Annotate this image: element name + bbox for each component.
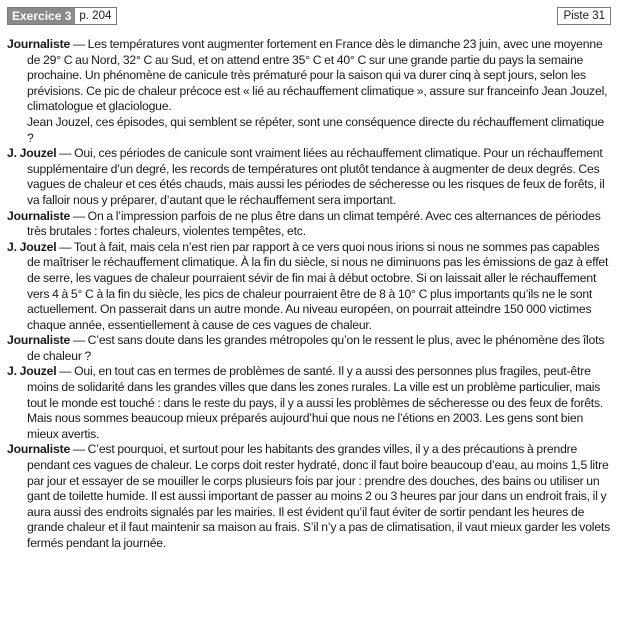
dialogue-text: Oui, en tout cas en termes de problèmes de santé. Il y a aussi des personnes plus fragiles, peut-être moins de solidarité dans les grandes villes que dans les zones rurales. La ville est un problème particulier, mais tout le monde est touché : dans le reste du pays, il y a aussi les problèmes de sécheresse ou des feux de forêts. Mais nous sommes beaucoup mieux préparés aujourd’hui que nous ne l’étions en 2003. Les gens sont bien mieux avertis. (27, 364, 604, 441)
page-reference: p. 204 (79, 10, 112, 22)
dialogue-turn: Journaliste — On a l’impression parfois de ne plus être dans un climat tempéré. Avec ces alternances de périodes très brutales : fortes chaleurs, violentes tempêtes, etc. (7, 208, 601, 239)
dialogue-turn: Journaliste — Les températures vont augmenter fortement en France dès le dimanche 23 juin, avec une moyenne de 29° C au Nord, 32° C au Sud, et on attend entre 35° C et 40° C sur une grande partie du pays la semaine prochaine. Un phénomène de canicule très prématuré pour la saison qui va durer cinq à sept jours, selon les prévisions. Ce pic de chaleur précoce est « lié au réchauffement climatique », assure sur franceinfo Jean Jouzel, climatologue et glaciologue. (7, 37, 608, 114)
dialogue-turn: Journaliste — C’est sans doute dans les grandes métropoles qu’on le ressent le plus, avec le phénomène des îlots de chaleur ? (7, 333, 605, 363)
transcript (7, 37, 611, 552)
speaker-name: Journaliste (7, 442, 71, 457)
speaker-name: J. Jouzel (7, 239, 57, 254)
dialogue-turn: J. Jouzel — Tout à fait, mais cela n’est rien par rapport à ce vers quoi nous irions si nous ne sommes pas capables de maîtriser le réchauffement climatique. À la fin du siècle, si nous ne diminuons pas les émissions de gaz à effet de serre, les vagues de chaleur pourraient sévir de fin mai à début octobre. Si on laissait aller le réchauffement vers 4 à 5° C à la fin du siècle, les pics de chaleur pourraient être de 8 à 10° C plus importants qu’ils ne le sont actuellement. On passerait dans un autre monde. Au niveau européen, on pourrait atteindre 150 000 victimes chaque année, essentiellement à cause de ces vagues de chaleur. (7, 239, 609, 332)
speaker-name: Journaliste (7, 333, 71, 348)
dialogue-text: Oui, ces périodes de canicule sont vraiment liées au réchauffement climatique. Pour un réchauffement supplémentaire d’un degré, les records de températures ont plutôt tendance à augmenter de deux degrés. Ces vagues de chaleur et ces étés chauds, mais aussi les périodes de sécheresse ou les risques de feux de forêts, il va falloir nous y préparer, d’autant que le réchauffement sera important. (27, 146, 605, 207)
exercise-header (7, 7, 611, 25)
exercise-label: Exercice 3 (8, 8, 75, 24)
dialogue-continuation: Jean Jouzel, ces épisodes, qui semblent se répéter, sont une conséquence directe du réchauffement climatique ? (27, 114, 605, 145)
speaker-name: J. Jouzel (7, 146, 57, 161)
dialogue-text: On a l’impression parfois de ne plus être dans un climat tempéré. Avec ces alternances de périodes très brutales : fortes chaleurs, violentes tempêtes, etc. (27, 208, 601, 239)
dialogue-text: C’est sans doute dans les grandes métropoles qu’on le ressent le plus, avec le phénomène des îlots de chaleur ? (27, 333, 605, 363)
dialogue-text: Tout à fait, mais cela n’est rien par rapport à ce vers quoi nous irions si nous ne sommes pas capables de maîtriser le réchauffement climatique. À la fin du siècle, si nous ne diminuons pas les émissions de gaz à effet de serre, les vagues de chaleur pourraient sévir de fin mai à début octobre. Si on laissait aller le réchauffement vers 4 à 5° C à la fin du siècle, les pics de chaleur pourraient être de 8 à 10° C plus importants qu’ils ne le sont actuellement. On passerait dans un autre monde. Au niveau européen, on pourrait atteindre 150 000 victimes chaque année, essentiellement à cause de ces vagues de chaleur. (27, 239, 609, 332)
track-number: Piste 31 (557, 7, 611, 25)
dialogue-turn: Journaliste — C’est pourquoi, et surtout pour les habitants des grandes villes, il y a des précautions à prendre pendant ces vagues de chaleur. Le corps doit rester hydraté, donc il faut boire beaucoup d’eau, au moins 1,5 litre par jour et essayer de se mouiller le corps plusieurs fois par jour : prendre des douches, des bains ou utiliser un gant de toilette humide. Il est aussi important de passer au moins 2 ou 3 heures par jour dans un endroit frais, il y aura aussi des endroits signalés par les mairies. Il est évident qu’il faut éviter de sortir pendant les heures de grande chaleur et il faut maintenir sa maison au frais. S’il n’y a pas de climatisation, il vaut mieux garder les volets fermés pendant la journée. (7, 442, 611, 550)
dialogue-text: C’est pourquoi, et surtout pour les habitants des grandes villes, il y a des précautions à prendre pendant ces vagues de chaleur. Le corps doit rester hydraté, donc il faut boire beaucoup d’eau, au moins 1,5 litre par jour et essayer de se mouiller le corps plusieurs fois par jour : prendre des douches, des bains ou utiliser un gant de toilette humide. Il est aussi important de passer au moins 2 ou 3 heures par jour dans un endroit frais, il y aura aussi des endroits signalés par les mairies. Il est évident qu’il faut éviter de sortir pendant les heures de grande chaleur et il faut maintenir sa maison au frais. S’il n’y a pas de climatisation, il vaut mieux garder les volets fermés pendant la journée. (27, 442, 611, 550)
speaker-name: Journaliste (7, 208, 71, 223)
dialogue-turn: J. Jouzel — Oui, en tout cas en termes de problèmes de santé. Il y a aussi des personnes plus fragiles, peut-être moins de solidarité dans les grandes villes que dans les zones rurales. La ville est un problème particulier, mais tout le monde est touché : dans le reste du pays, il y a aussi les problèmes de sécheresse ou des feux de forêts. Mais nous sommes beaucoup mieux préparés aujourd’hui que nous ne l’étions en 2003. Les gens sont bien mieux avertis. (7, 364, 604, 441)
dialogue-text: Les températures vont augmenter fortement en France dès le dimanche 23 juin, avec une moyenne de 29° C au Nord, 32° C au Sud, et on attend entre 35° C et 40° C sur une grande partie du pays la semaine prochaine. Un phénomène de canicule très prématuré pour la saison qui va durer cinq à sept jours, selon les prévisions. Ce pic de chaleur précoce est « lié au réchauffement climatique », assure sur franceinfo Jean Jouzel, climatologue et glaciologue. (27, 37, 608, 114)
speaker-name: J. Jouzel (7, 364, 57, 379)
exercise-box (7, 7, 117, 25)
dialogue-turn: J. Jouzel — Oui, ces périodes de canicule sont vraiment liées au réchauffement climatique. Pour un réchauffement supplémentaire d’un degré, les records de températures ont plutôt tendance à augmenter de deux degrés. Ces vagues de chaleur et ces étés chauds, mais aussi les périodes de sécheresse ou les risques de feux de forêts, il va falloir nous y préparer, d’autant que le réchauffement sera important. (7, 146, 605, 207)
speaker-name: Journaliste (7, 37, 71, 51)
